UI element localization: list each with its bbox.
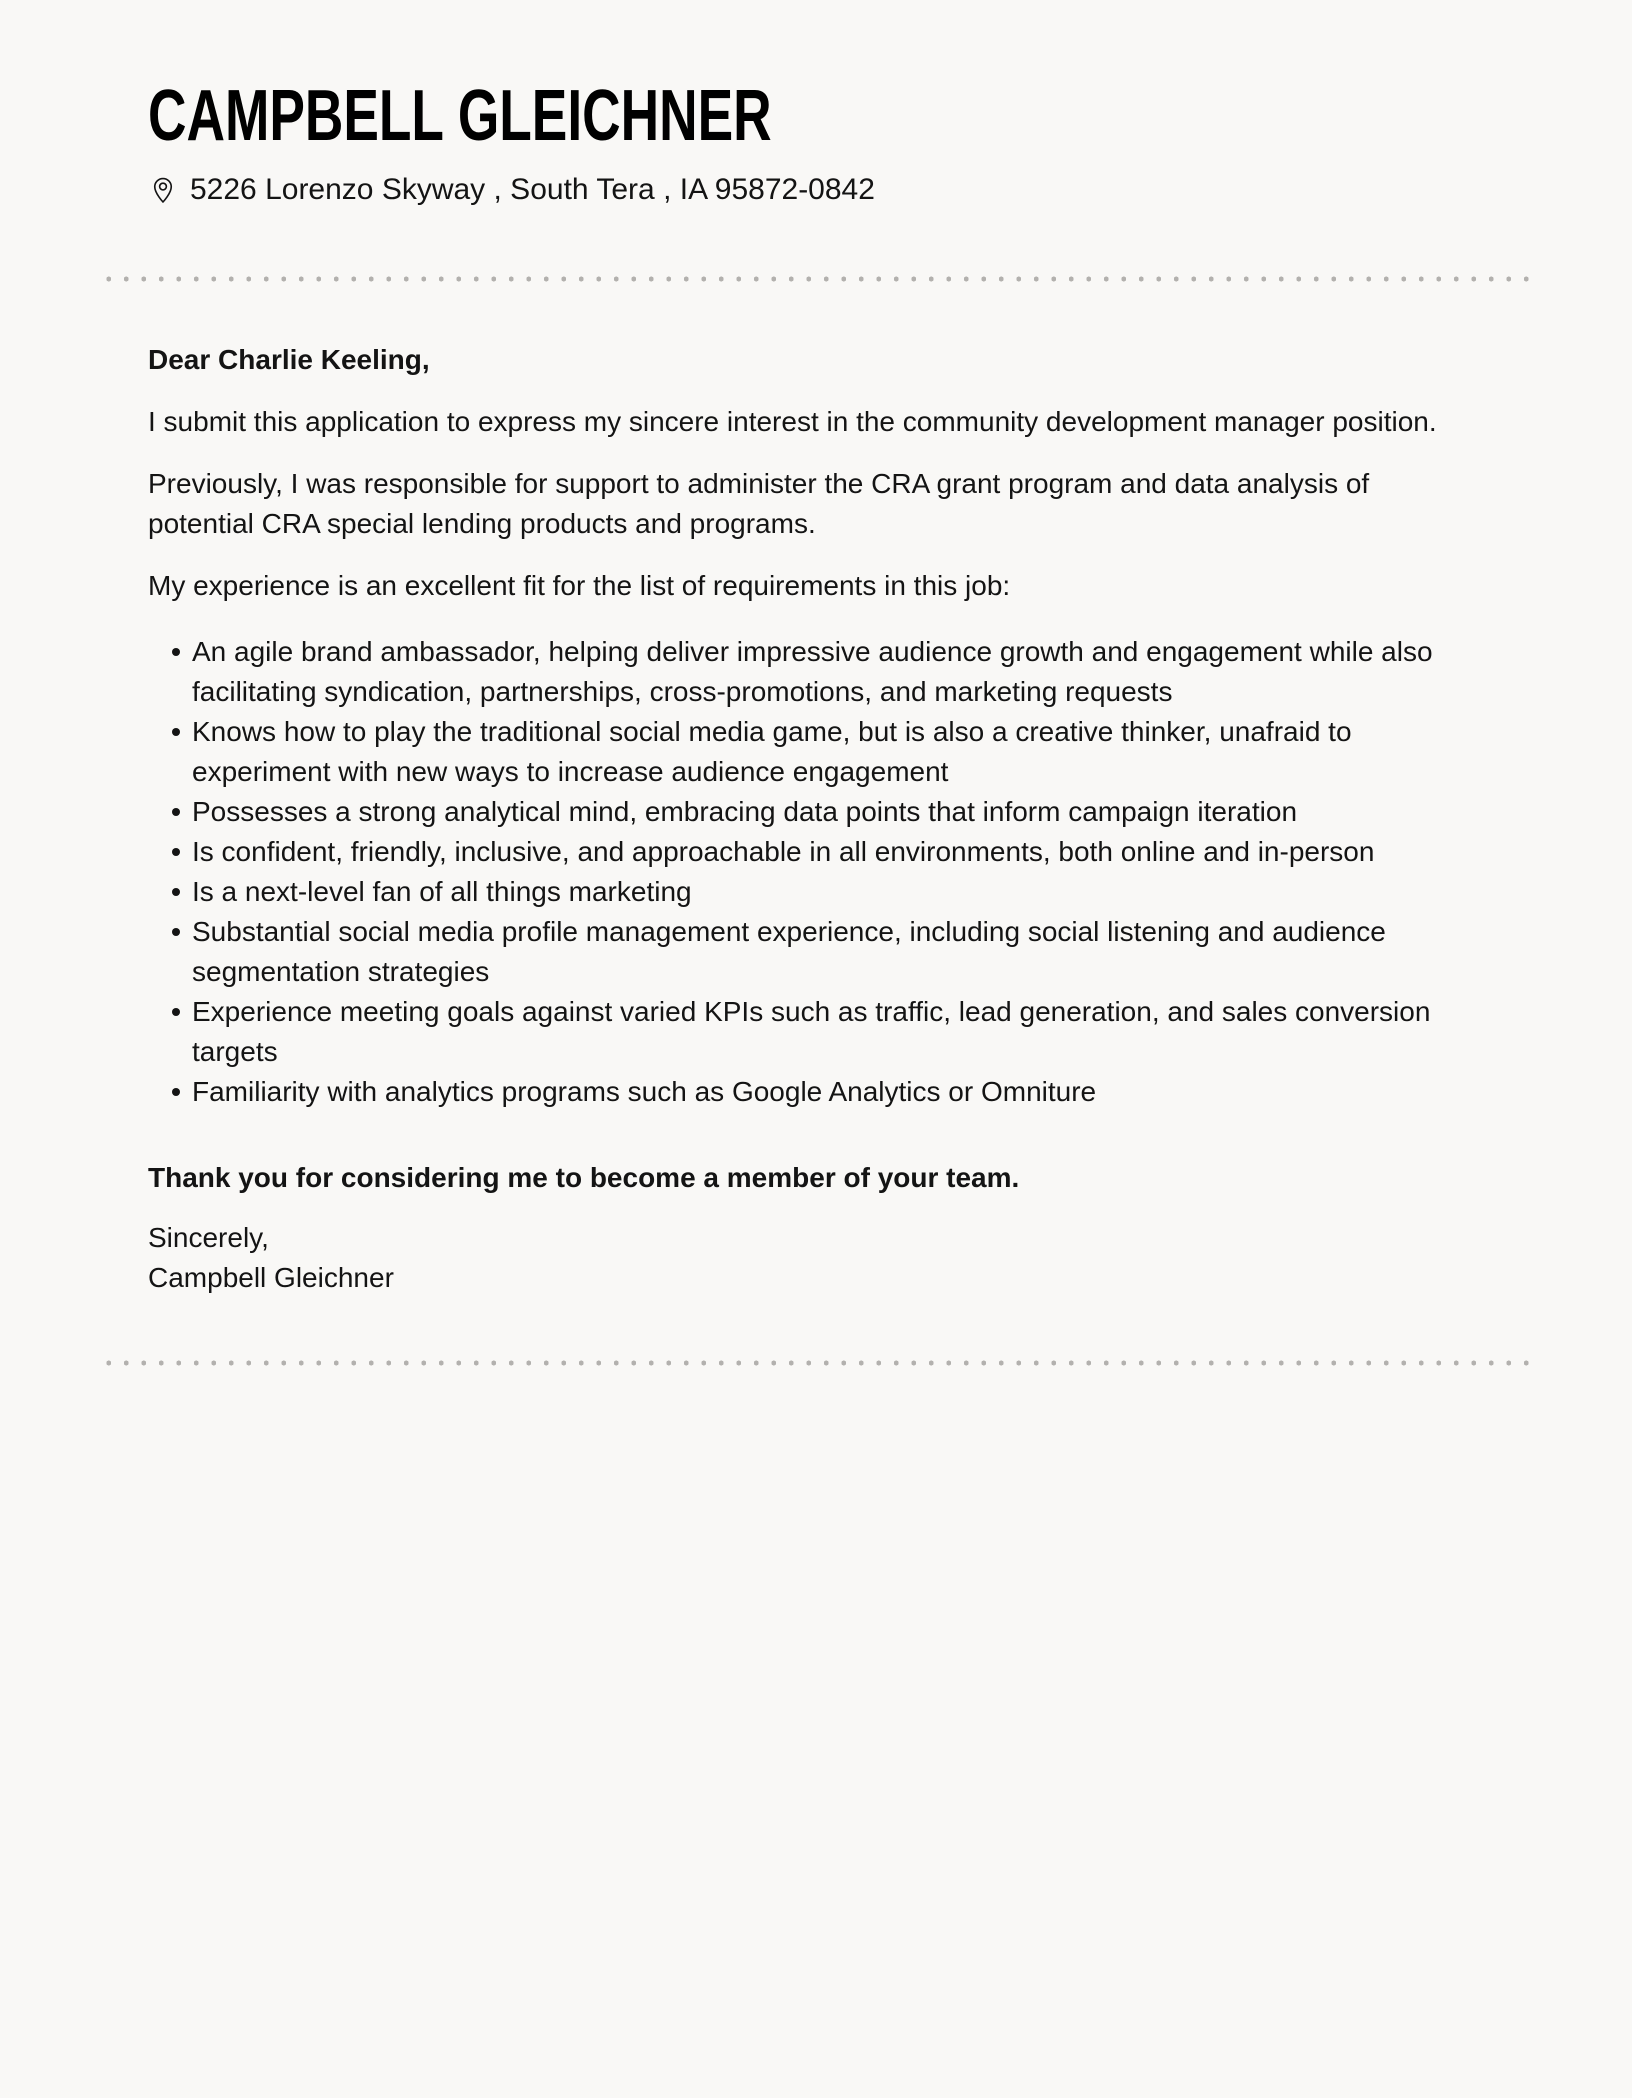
dotted-divider-bottom xyxy=(100,1360,1532,1366)
requirement-item: Substantial social media profile management experience, including social listening and audience segmentation strategies xyxy=(148,912,1463,992)
paragraphs xyxy=(148,402,1484,606)
greeting-line: Dear Charlie Keeling, xyxy=(148,344,430,375)
requirement-item: Familiarity with analytics programs such as Google Analytics or Omniture xyxy=(148,1072,1463,1112)
requirement-item: Is a next-level fan of all things marketing xyxy=(148,872,1463,912)
letter-paragraph: I submit this application to express my sincere interest in the community development manager position. xyxy=(148,406,1437,437)
signature-name: Campbell Gleichner xyxy=(148,1262,394,1293)
address-row xyxy=(148,170,1484,210)
closing-block xyxy=(148,1218,1484,1298)
letter-header xyxy=(100,0,1532,210)
requirement-item: Knows how to play the traditional social media game, but is also a creative thinker, unafraid to experiment with new ways to increase audience engagement xyxy=(148,712,1463,792)
address-text: 5226 Lorenzo Skyway , South Tera , IA 95872-0842 xyxy=(190,173,875,206)
requirement-item: Experience meeting goals against varied KPIs such as traffic, lead generation, and sales conversion targets xyxy=(148,992,1463,1072)
thank-you-line: Thank you for considering me to become a member of your team. xyxy=(148,1162,1020,1193)
requirement-item: An agile brand ambassador, helping deliver impressive audience growth and engagement while also facilitating syndication, partnerships, cross-promotions, and marketing requests xyxy=(148,632,1463,712)
candidate-name: CAMPBELL GLEICHNER xyxy=(148,76,772,156)
letter-paragraph: Previously, I was responsible for support to administer the CRA grant program and data analysis of potential CRA special lending products and programs. xyxy=(148,468,1370,539)
requirements-list xyxy=(148,632,1463,1112)
letter-body xyxy=(100,340,1532,1298)
closing-salutation: Sincerely, xyxy=(148,1222,269,1253)
location-pin-icon xyxy=(148,175,178,205)
requirement-item: Is confident, friendly, inclusive, and approachable in all environments, both online and in-person xyxy=(148,832,1463,872)
dotted-divider-top xyxy=(100,276,1532,282)
requirement-item: Possesses a strong analytical mind, embracing data points that inform campaign iteration xyxy=(148,792,1463,832)
letter-paragraph: My experience is an excellent fit for the list of requirements in this job: xyxy=(148,570,1011,601)
